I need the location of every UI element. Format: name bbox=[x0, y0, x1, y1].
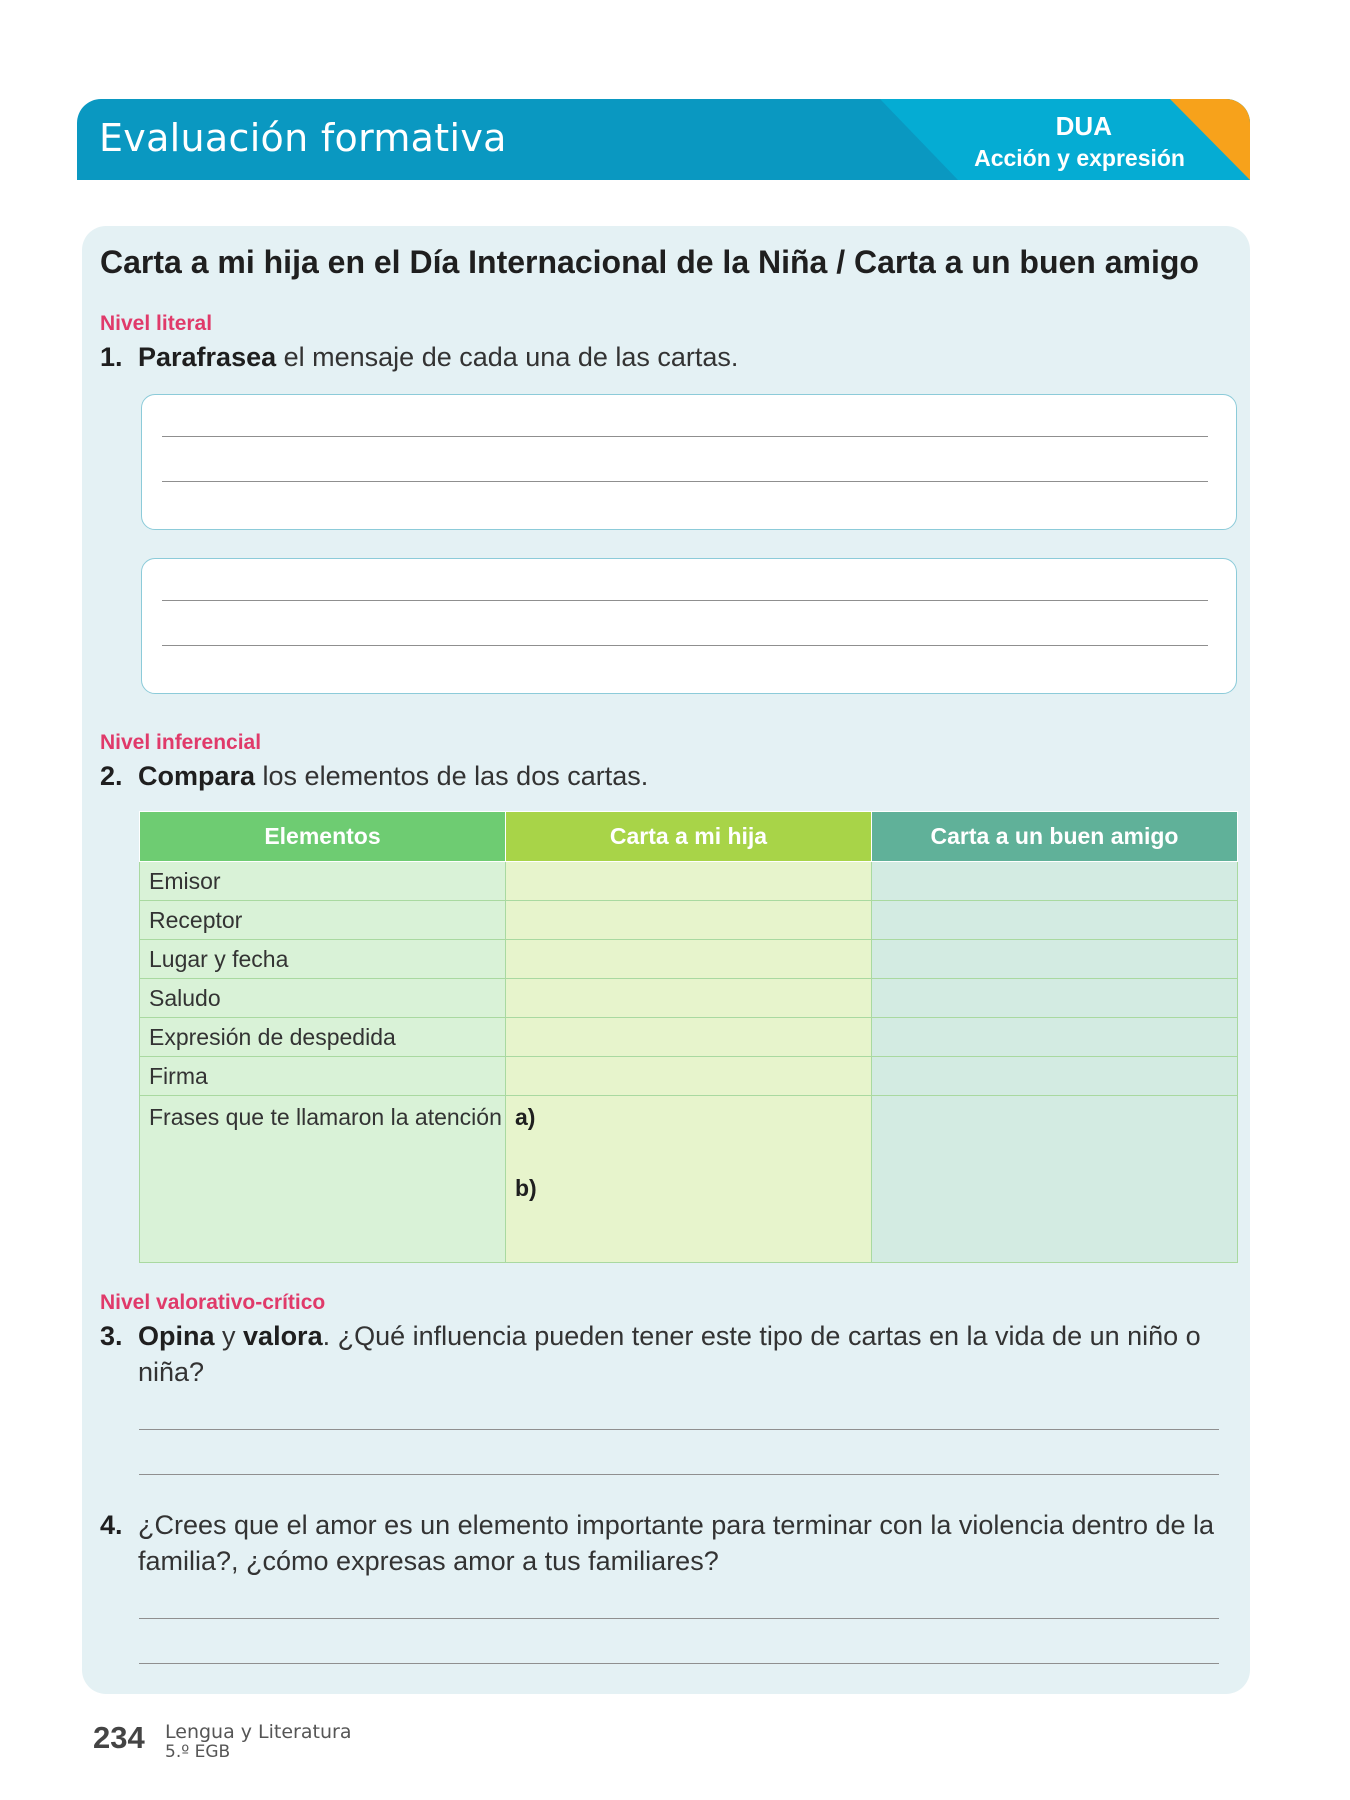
page-number: 234 bbox=[93, 1720, 145, 1755]
table-header-row bbox=[140, 812, 1238, 862]
table-row bbox=[140, 901, 1238, 940]
question-1 bbox=[100, 339, 738, 375]
answer-line[interactable] bbox=[139, 1618, 1219, 1619]
question-number: 1. bbox=[100, 342, 123, 372]
answer-line bbox=[162, 436, 1208, 437]
answer-cell[interactable] bbox=[506, 901, 872, 940]
answer-cell[interactable] bbox=[506, 862, 872, 901]
table-row bbox=[140, 940, 1238, 979]
answer-cell[interactable] bbox=[872, 979, 1238, 1018]
answer-cell[interactable] bbox=[506, 1018, 872, 1057]
answer-cell[interactable] bbox=[872, 1057, 1238, 1096]
question-number: 3. bbox=[100, 1321, 123, 1351]
column-header-elementos: Elementos bbox=[140, 812, 506, 862]
answer-cell[interactable] bbox=[506, 940, 872, 979]
question-verb: valora bbox=[243, 1321, 323, 1351]
table-row bbox=[140, 862, 1238, 901]
question-3 bbox=[100, 1318, 1201, 1387]
answer-cell[interactable] bbox=[872, 1096, 1238, 1263]
answer-line bbox=[162, 481, 1208, 482]
answer-box-2[interactable] bbox=[141, 558, 1237, 694]
row-label: Expresión de despedida bbox=[140, 1018, 506, 1057]
question-text: ¿Crees que el amor es un elemento importante para terminar con la violencia dentro de la familia?, ¿cómo expresas amor a tus familiares? bbox=[138, 1510, 1215, 1576]
row-label: Firma bbox=[140, 1057, 506, 1096]
option-b-label: b) bbox=[515, 1175, 537, 1201]
question-text bbox=[138, 1318, 1218, 1390]
answer-line[interactable] bbox=[139, 1429, 1219, 1430]
level-literal-label: Nivel literal bbox=[100, 312, 213, 335]
answer-line[interactable] bbox=[139, 1474, 1219, 1475]
answer-line bbox=[162, 600, 1208, 601]
question-2 bbox=[100, 758, 648, 794]
table-row bbox=[140, 1096, 1238, 1263]
level-inferencial-label: Nivel inferencial bbox=[100, 731, 262, 754]
question-verb: Compara bbox=[138, 761, 256, 791]
page-title: Carta a mi hija en el Día Internacional de la Niña / Carta a un buen amigo bbox=[100, 244, 1199, 280]
section-title: Evaluación formativa bbox=[99, 116, 507, 160]
table-row bbox=[140, 1018, 1238, 1057]
column-header-carta-amigo: Carta a un buen amigo bbox=[872, 812, 1238, 862]
answer-cell[interactable] bbox=[872, 862, 1238, 901]
level-valorativo-label: Nivel valorativo-crítico bbox=[100, 1291, 326, 1314]
question-body: . ¿Qué influencia pueden tener este tipo de cartas en la vida de un niño o niña? bbox=[138, 1321, 1201, 1387]
question-text: los elementos de las dos cartas. bbox=[255, 761, 649, 791]
answer-cell[interactable] bbox=[506, 979, 872, 1018]
answer-cell[interactable] bbox=[872, 901, 1238, 940]
section-header bbox=[77, 99, 1250, 180]
row-label: Frases que te llamaron la atención bbox=[140, 1096, 506, 1263]
answer-cell[interactable] bbox=[872, 1018, 1238, 1057]
answer-cell[interactable] bbox=[872, 940, 1238, 979]
question-text: el mensaje de cada una de las cartas. bbox=[276, 342, 739, 372]
question-number: 2. bbox=[100, 761, 123, 791]
subject-label: Lengua y Literatura bbox=[165, 1721, 352, 1743]
answer-cell[interactable] bbox=[506, 1096, 872, 1263]
answer-line[interactable] bbox=[139, 1663, 1219, 1664]
question-verb: Opina bbox=[138, 1321, 215, 1351]
question-verb: Parafrasea bbox=[138, 342, 277, 372]
dua-label: DUA bbox=[1055, 111, 1112, 141]
table-row bbox=[140, 1057, 1238, 1096]
comparison-table bbox=[139, 811, 1238, 1263]
grade-label: 5.º EGB bbox=[165, 1742, 231, 1762]
answer-line bbox=[162, 645, 1208, 646]
row-label: Emisor bbox=[140, 862, 506, 901]
column-header-carta-hija: Carta a mi hija bbox=[506, 812, 872, 862]
row-label: Saludo bbox=[140, 979, 506, 1018]
answer-box-1[interactable] bbox=[141, 394, 1237, 530]
table-row bbox=[140, 979, 1238, 1018]
row-label: Lugar y fecha bbox=[140, 940, 506, 979]
question-4 bbox=[100, 1507, 1215, 1576]
answer-cell[interactable] bbox=[506, 1057, 872, 1096]
option-a-label: a) bbox=[515, 1104, 536, 1130]
dua-subtitle: Acción y expresión bbox=[974, 145, 1185, 171]
question-number: 4. bbox=[100, 1510, 123, 1540]
question-connector: y bbox=[214, 1321, 244, 1351]
row-label: Receptor bbox=[140, 901, 506, 940]
